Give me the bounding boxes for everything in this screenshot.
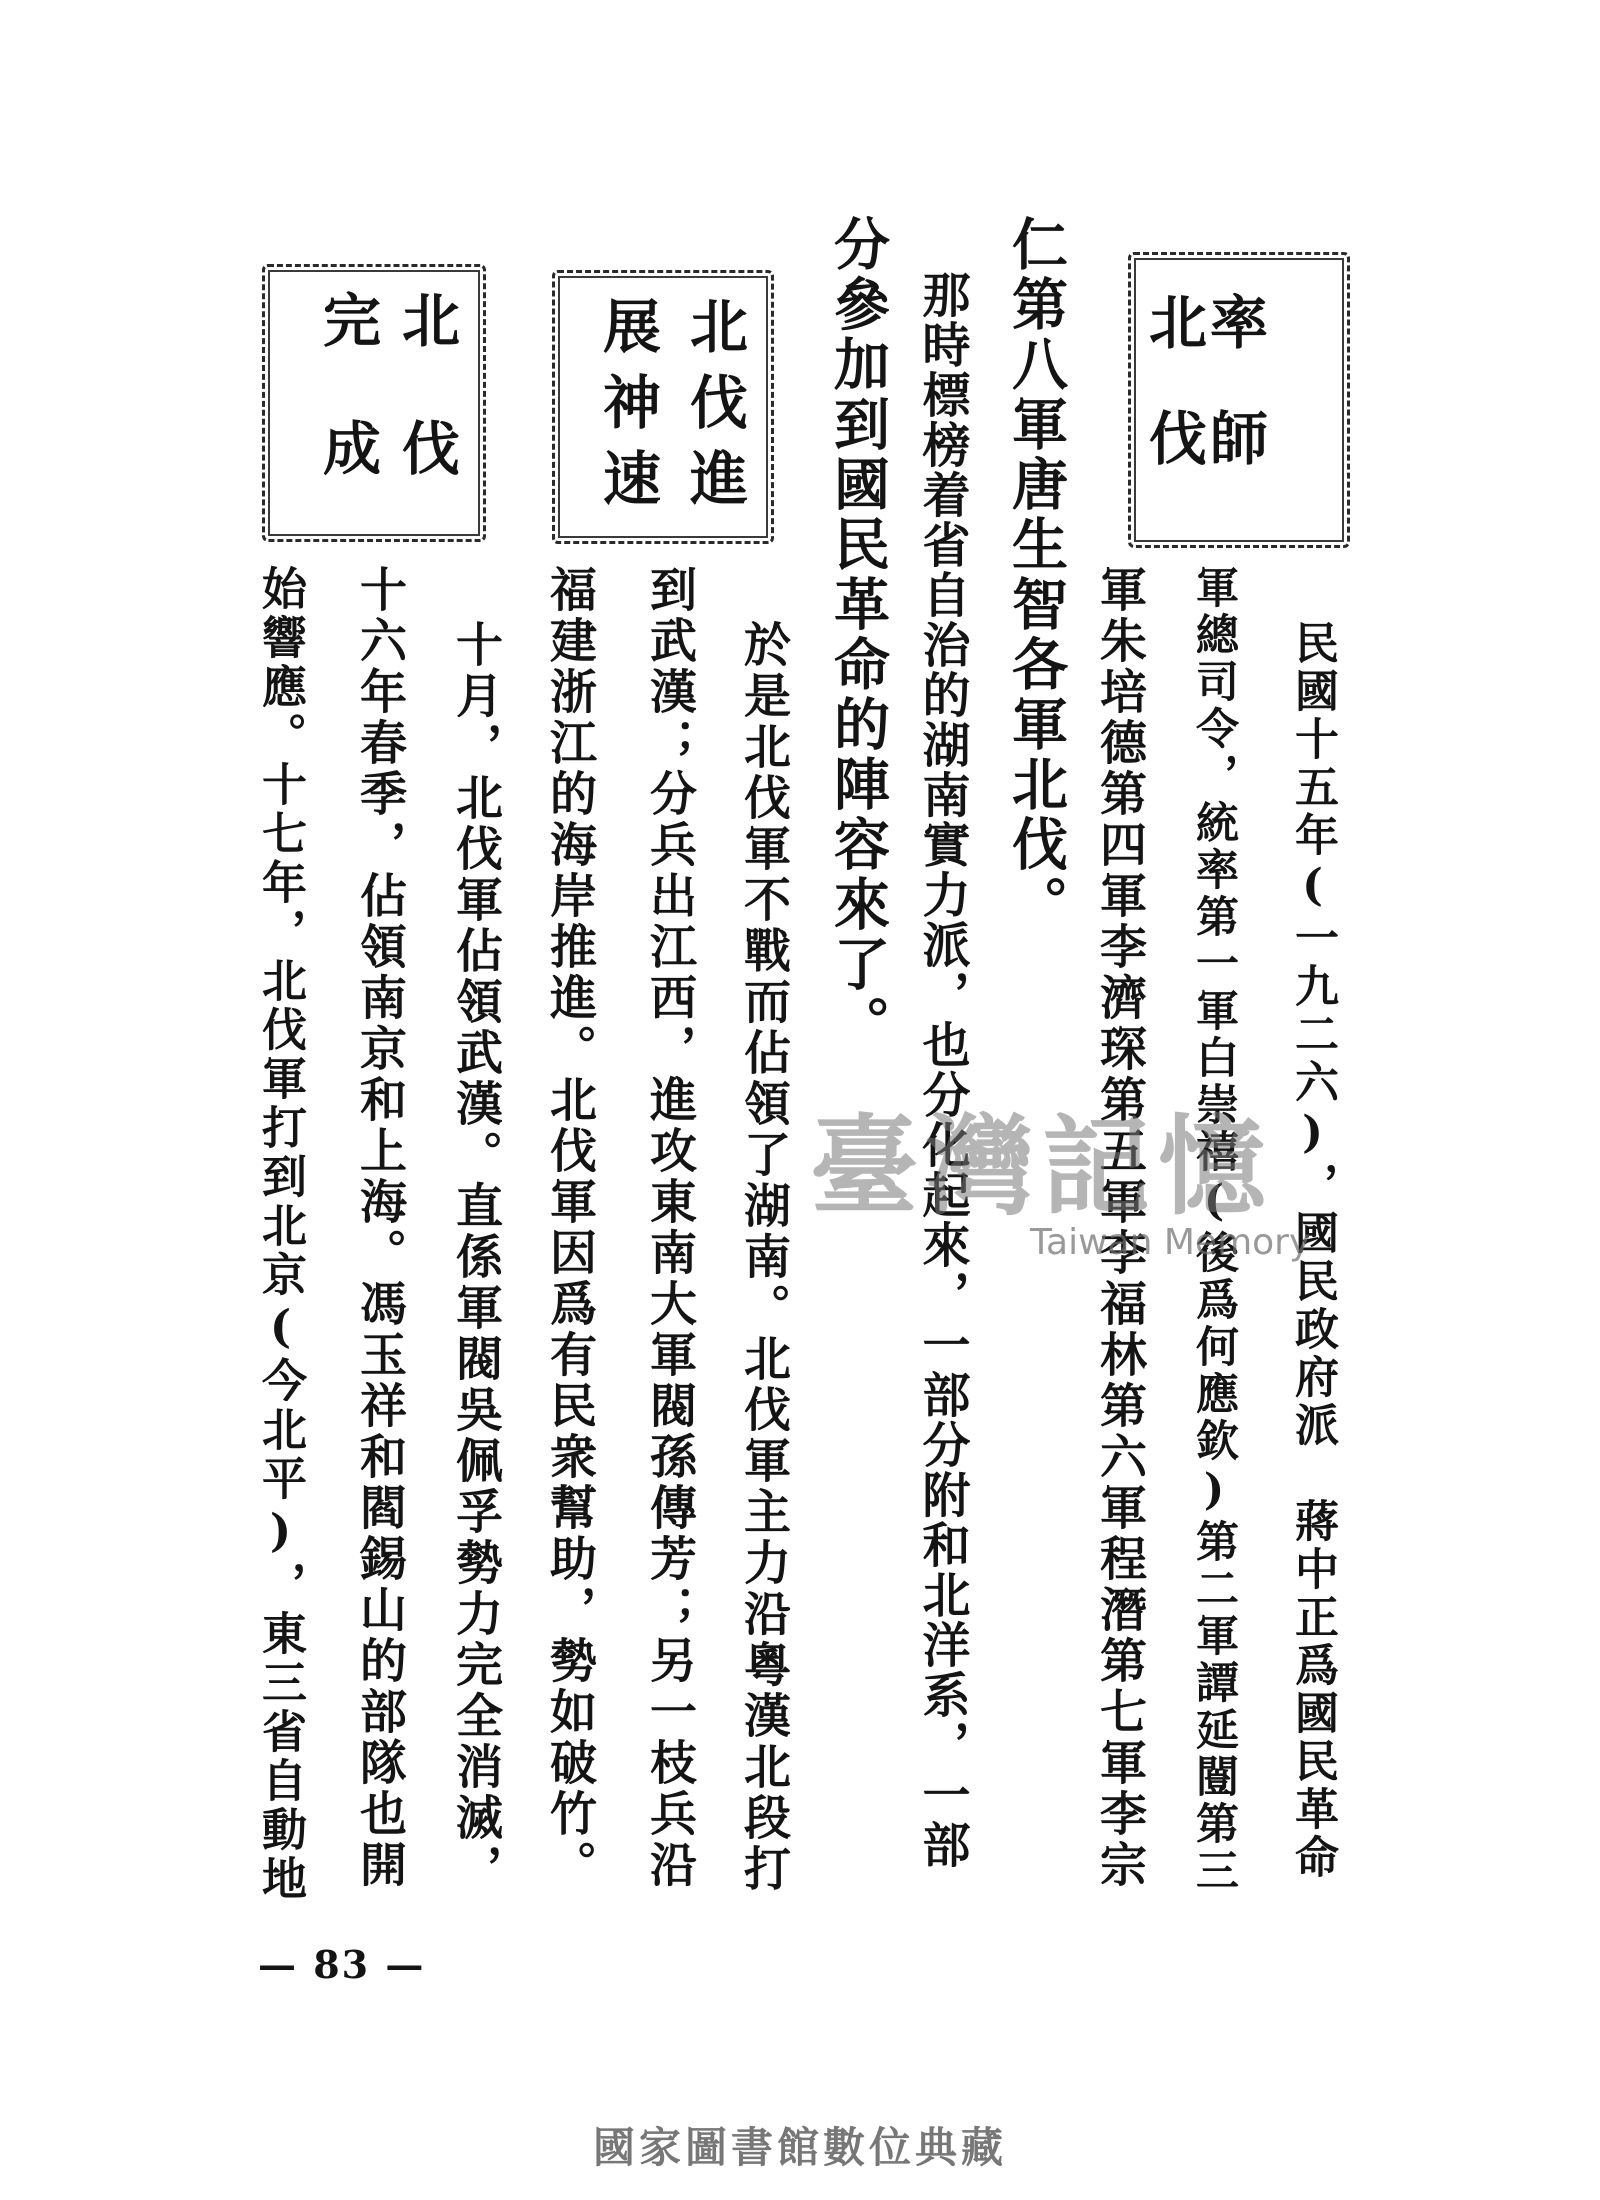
text-column: 十六年春季，佔領南京和上海。馮玉祥和閻錫山的部隊也開 [352,565,407,1891]
heading-text: 北伐 [1139,292,1207,524]
heading-text: 北伐進 [680,296,748,524]
text-column: 民國十五年(一九二六)，國民政府派 蔣中正爲國民革命 [1287,620,1338,1882]
heading-text: 完成 [313,290,381,546]
text-column: 仁第八軍唐生智各軍北伐。 [1003,215,1069,935]
heading-text: 展神速 [593,296,661,524]
watermark-subtitle: Taiwan Memory [1030,1222,1311,1263]
heading-text: 北伐 [392,290,460,546]
text-column: 軍總司令，統率第一軍白崇禧(後爲何應欽)第二軍譚延闓第三 [1189,565,1239,1895]
text-column: 十月，北伐軍佔領武漢。直係軍閥吳佩孚勢力完全消滅， [448,620,503,1895]
text-column: 那時標榜着省自治的湖南實力派，也分化起來，一部分附和北洋系，一部 [914,270,970,1870]
page-number: — 83 — [258,1942,426,1987]
text-column: 分參加到國民革命的陣容來了。 [825,215,891,1055]
text-column: 到武漢；分兵出江西，進攻東南大軍閥孫傳芳；另一枝兵沿 [642,565,697,1891]
text-column: 於是北伐軍不戰而佔領了湖南。北伐軍主力沿粵漢北段打 [736,620,791,1895]
text-column: 始響應。十七年，北伐軍打到北京(今北平)，東三省自動地 [254,565,307,1904]
watermark-logo: 臺灣記憶 [810,1104,1275,1230]
text-column: 福建浙江的海岸推進。北伐軍因爲有民衆幫助，勢如破竹。 [542,565,597,1891]
footer-credit: 國家圖書館數位典藏 [592,2123,1007,2172]
heading-text: 率師 [1200,292,1268,524]
text-column: 軍朱培德第四軍李濟琛第五軍李福林第六軍程潛第七軍李宗 [1092,565,1147,1891]
